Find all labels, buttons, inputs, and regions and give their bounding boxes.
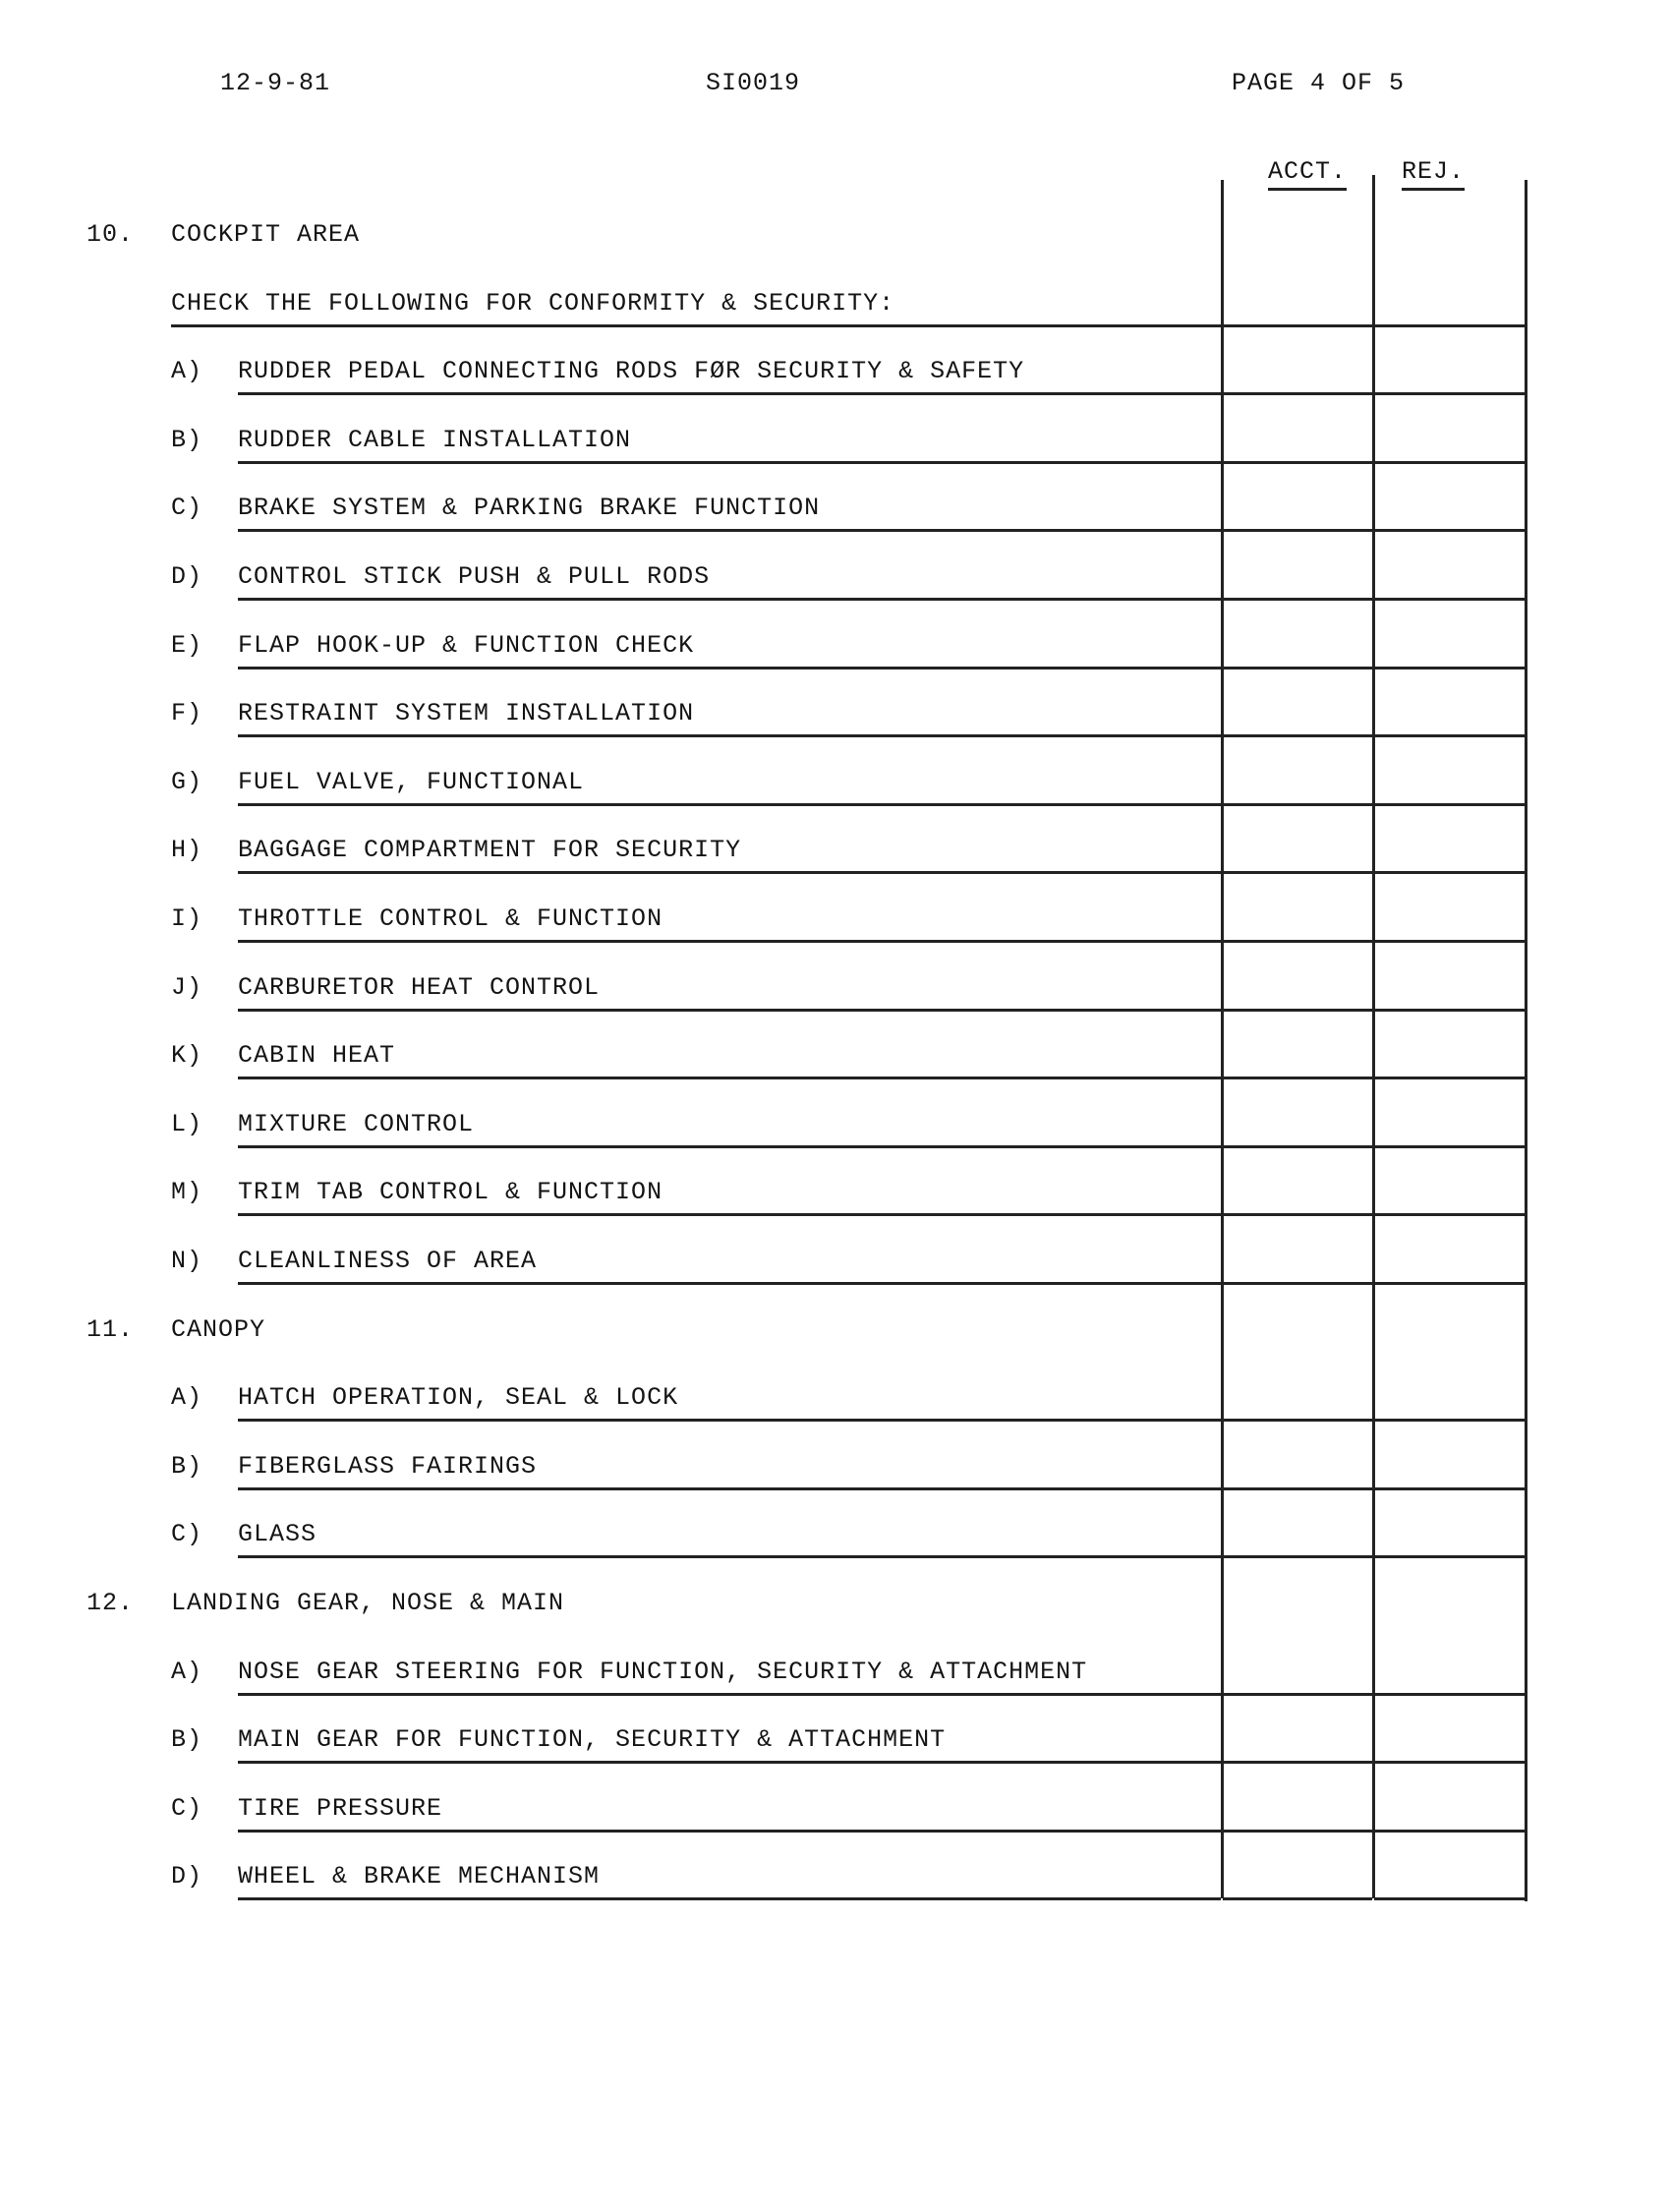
item-row-accept-line bbox=[1223, 529, 1372, 532]
item-text: CABIN HEAT bbox=[238, 1041, 396, 1071]
item-text: WHEEL & BRAKE MECHANISM bbox=[238, 1862, 601, 1892]
item-row-reject-line bbox=[1374, 1077, 1527, 1079]
item-underline bbox=[238, 1419, 1221, 1422]
item-row-reject-line bbox=[1374, 734, 1527, 737]
subtitle-row-reject-line bbox=[1374, 324, 1527, 327]
item-text: MAIN GEAR FOR FUNCTION, SECURITY & ATTACHMENT bbox=[238, 1725, 947, 1755]
item-row-reject-line bbox=[1374, 871, 1527, 874]
item-letter: E) bbox=[171, 630, 203, 660]
item-underline bbox=[238, 1693, 1221, 1696]
item-letter: B) bbox=[171, 425, 203, 454]
item-letter: I) bbox=[171, 904, 203, 933]
item-row-reject-line bbox=[1374, 1213, 1527, 1216]
item-text: GLASS bbox=[238, 1520, 317, 1549]
item-row-accept-line bbox=[1223, 1693, 1372, 1696]
item-row-reject-line bbox=[1374, 461, 1527, 464]
column-divider-middle bbox=[1372, 175, 1375, 1898]
item-underline bbox=[238, 940, 1221, 943]
section-title: LANDING GEAR, NOSE & MAIN bbox=[171, 1589, 565, 1617]
item-letter: F) bbox=[171, 699, 203, 728]
header-doc-id: SI0019 bbox=[706, 69, 801, 97]
item-row-accept-line bbox=[1223, 461, 1372, 464]
item-letter: L) bbox=[171, 1109, 203, 1138]
item-underline bbox=[238, 598, 1221, 601]
item-text: HATCH OPERATION, SEAL & LOCK bbox=[238, 1383, 679, 1413]
item-row-accept-line bbox=[1223, 392, 1372, 395]
item-row-accept-line bbox=[1223, 1555, 1372, 1558]
item-text: TIRE PRESSURE bbox=[238, 1793, 443, 1823]
item-text: RUDDER CABLE INSTALLATION bbox=[238, 425, 632, 454]
item-text: THROTTLE CONTROL & FUNCTION bbox=[238, 904, 663, 933]
item-text: RUDDER PEDAL CONNECTING RODS FØR SECURITY & SAFETY bbox=[238, 357, 1025, 386]
item-underline bbox=[238, 1830, 1221, 1833]
item-row-reject-line bbox=[1374, 1830, 1527, 1833]
item-text: CARBURETOR HEAT CONTROL bbox=[238, 972, 601, 1002]
column-divider-left bbox=[1221, 180, 1224, 1898]
section-subtitle: CHECK THE FOLLOWING FOR CONFORMITY & SECURITY: bbox=[171, 288, 895, 318]
item-underline bbox=[238, 1145, 1221, 1148]
column-header-reject: REJ. bbox=[1402, 157, 1465, 191]
item-row-reject-line bbox=[1374, 1009, 1527, 1012]
item-row-reject-line bbox=[1374, 1419, 1527, 1422]
item-text: BRAKE SYSTEM & PARKING BRAKE FUNCTION bbox=[238, 494, 821, 523]
item-underline bbox=[238, 1009, 1221, 1012]
item-underline bbox=[238, 803, 1221, 806]
item-row-accept-line bbox=[1223, 1830, 1372, 1833]
item-row-reject-line bbox=[1374, 529, 1527, 532]
section-title: COCKPIT AREA bbox=[171, 220, 361, 249]
item-underline bbox=[238, 392, 1221, 395]
header-date: 12-9-81 bbox=[220, 69, 331, 97]
item-letter: C) bbox=[171, 494, 203, 523]
section-number: 10. bbox=[86, 220, 135, 249]
item-letter: D) bbox=[171, 562, 203, 591]
item-underline bbox=[238, 871, 1221, 874]
item-letter: C) bbox=[171, 1793, 203, 1823]
item-row-reject-line bbox=[1374, 1897, 1527, 1900]
item-row-accept-line bbox=[1223, 940, 1372, 943]
item-letter: C) bbox=[171, 1520, 203, 1549]
item-row-accept-line bbox=[1223, 1077, 1372, 1079]
item-text: FUEL VALVE, FUNCTIONAL bbox=[238, 767, 585, 796]
item-row-accept-line bbox=[1223, 1282, 1372, 1285]
item-row-reject-line bbox=[1374, 1555, 1527, 1558]
item-text: FIBERGLASS FAIRINGS bbox=[238, 1451, 538, 1481]
item-text: BAGGAGE COMPARTMENT FOR SECURITY bbox=[238, 836, 742, 865]
item-row-reject-line bbox=[1374, 940, 1527, 943]
item-text: MIXTURE CONTROL bbox=[238, 1109, 475, 1138]
item-row-accept-line bbox=[1223, 667, 1372, 669]
item-underline bbox=[238, 667, 1221, 669]
item-letter: A) bbox=[171, 1657, 203, 1686]
item-row-accept-line bbox=[1223, 871, 1372, 874]
column-header-accept: ACCT. bbox=[1268, 157, 1347, 191]
item-text: NOSE GEAR STEERING FOR FUNCTION, SECURITY & ATTACHMENT bbox=[238, 1657, 1088, 1686]
subtitle-row-accept-line bbox=[1223, 324, 1372, 327]
item-row-accept-line bbox=[1223, 1419, 1372, 1422]
item-row-reject-line bbox=[1374, 1282, 1527, 1285]
item-text: CLEANLINESS OF AREA bbox=[238, 1247, 538, 1275]
section-number: 12. bbox=[86, 1589, 135, 1617]
item-underline bbox=[238, 1761, 1221, 1764]
item-letter: M) bbox=[171, 1178, 203, 1207]
item-row-accept-line bbox=[1223, 1487, 1372, 1490]
item-underline bbox=[238, 1282, 1221, 1285]
item-letter: A) bbox=[171, 1383, 203, 1413]
column-divider-right bbox=[1525, 180, 1527, 1901]
item-underline bbox=[238, 1487, 1221, 1490]
item-row-reject-line bbox=[1374, 667, 1527, 669]
item-row-reject-line bbox=[1374, 1693, 1527, 1696]
item-row-accept-line bbox=[1223, 734, 1372, 737]
item-underline bbox=[238, 461, 1221, 464]
item-letter: G) bbox=[171, 767, 203, 796]
item-row-accept-line bbox=[1223, 1009, 1372, 1012]
item-letter: D) bbox=[171, 1862, 203, 1892]
item-row-accept-line bbox=[1223, 1761, 1372, 1764]
item-row-reject-line bbox=[1374, 1487, 1527, 1490]
item-row-accept-line bbox=[1223, 803, 1372, 806]
item-underline bbox=[238, 1897, 1221, 1900]
item-row-accept-line bbox=[1223, 1145, 1372, 1148]
section-number: 11. bbox=[86, 1314, 135, 1344]
item-letter: B) bbox=[171, 1725, 203, 1755]
item-letter: H) bbox=[171, 836, 203, 865]
item-letter: K) bbox=[171, 1041, 203, 1071]
item-row-accept-line bbox=[1223, 1897, 1372, 1900]
item-row-reject-line bbox=[1374, 392, 1527, 395]
item-letter: B) bbox=[171, 1451, 203, 1481]
item-underline bbox=[238, 1555, 1221, 1558]
item-text: CONTROL STICK PUSH & PULL RODS bbox=[238, 562, 711, 591]
item-row-reject-line bbox=[1374, 1761, 1527, 1764]
item-text: RESTRAINT SYSTEM INSTALLATION bbox=[238, 699, 695, 728]
item-row-accept-line bbox=[1223, 1213, 1372, 1216]
item-underline bbox=[238, 734, 1221, 737]
item-underline bbox=[238, 1077, 1221, 1079]
item-underline bbox=[238, 1213, 1221, 1216]
section-title: CANOPY bbox=[171, 1314, 266, 1344]
item-row-accept-line bbox=[1223, 598, 1372, 601]
item-row-reject-line bbox=[1374, 598, 1527, 601]
item-row-reject-line bbox=[1374, 803, 1527, 806]
item-underline bbox=[238, 529, 1221, 532]
item-text: FLAP HOOK-UP & FUNCTION CHECK bbox=[238, 630, 695, 660]
item-letter: J) bbox=[171, 972, 203, 1002]
item-letter: A) bbox=[171, 357, 203, 386]
item-row-reject-line bbox=[1374, 1145, 1527, 1148]
header-page-number: PAGE 4 OF 5 bbox=[1232, 69, 1406, 97]
subtitle-underline bbox=[171, 324, 1221, 327]
item-letter: N) bbox=[171, 1247, 203, 1275]
item-text: TRIM TAB CONTROL & FUNCTION bbox=[238, 1178, 663, 1207]
